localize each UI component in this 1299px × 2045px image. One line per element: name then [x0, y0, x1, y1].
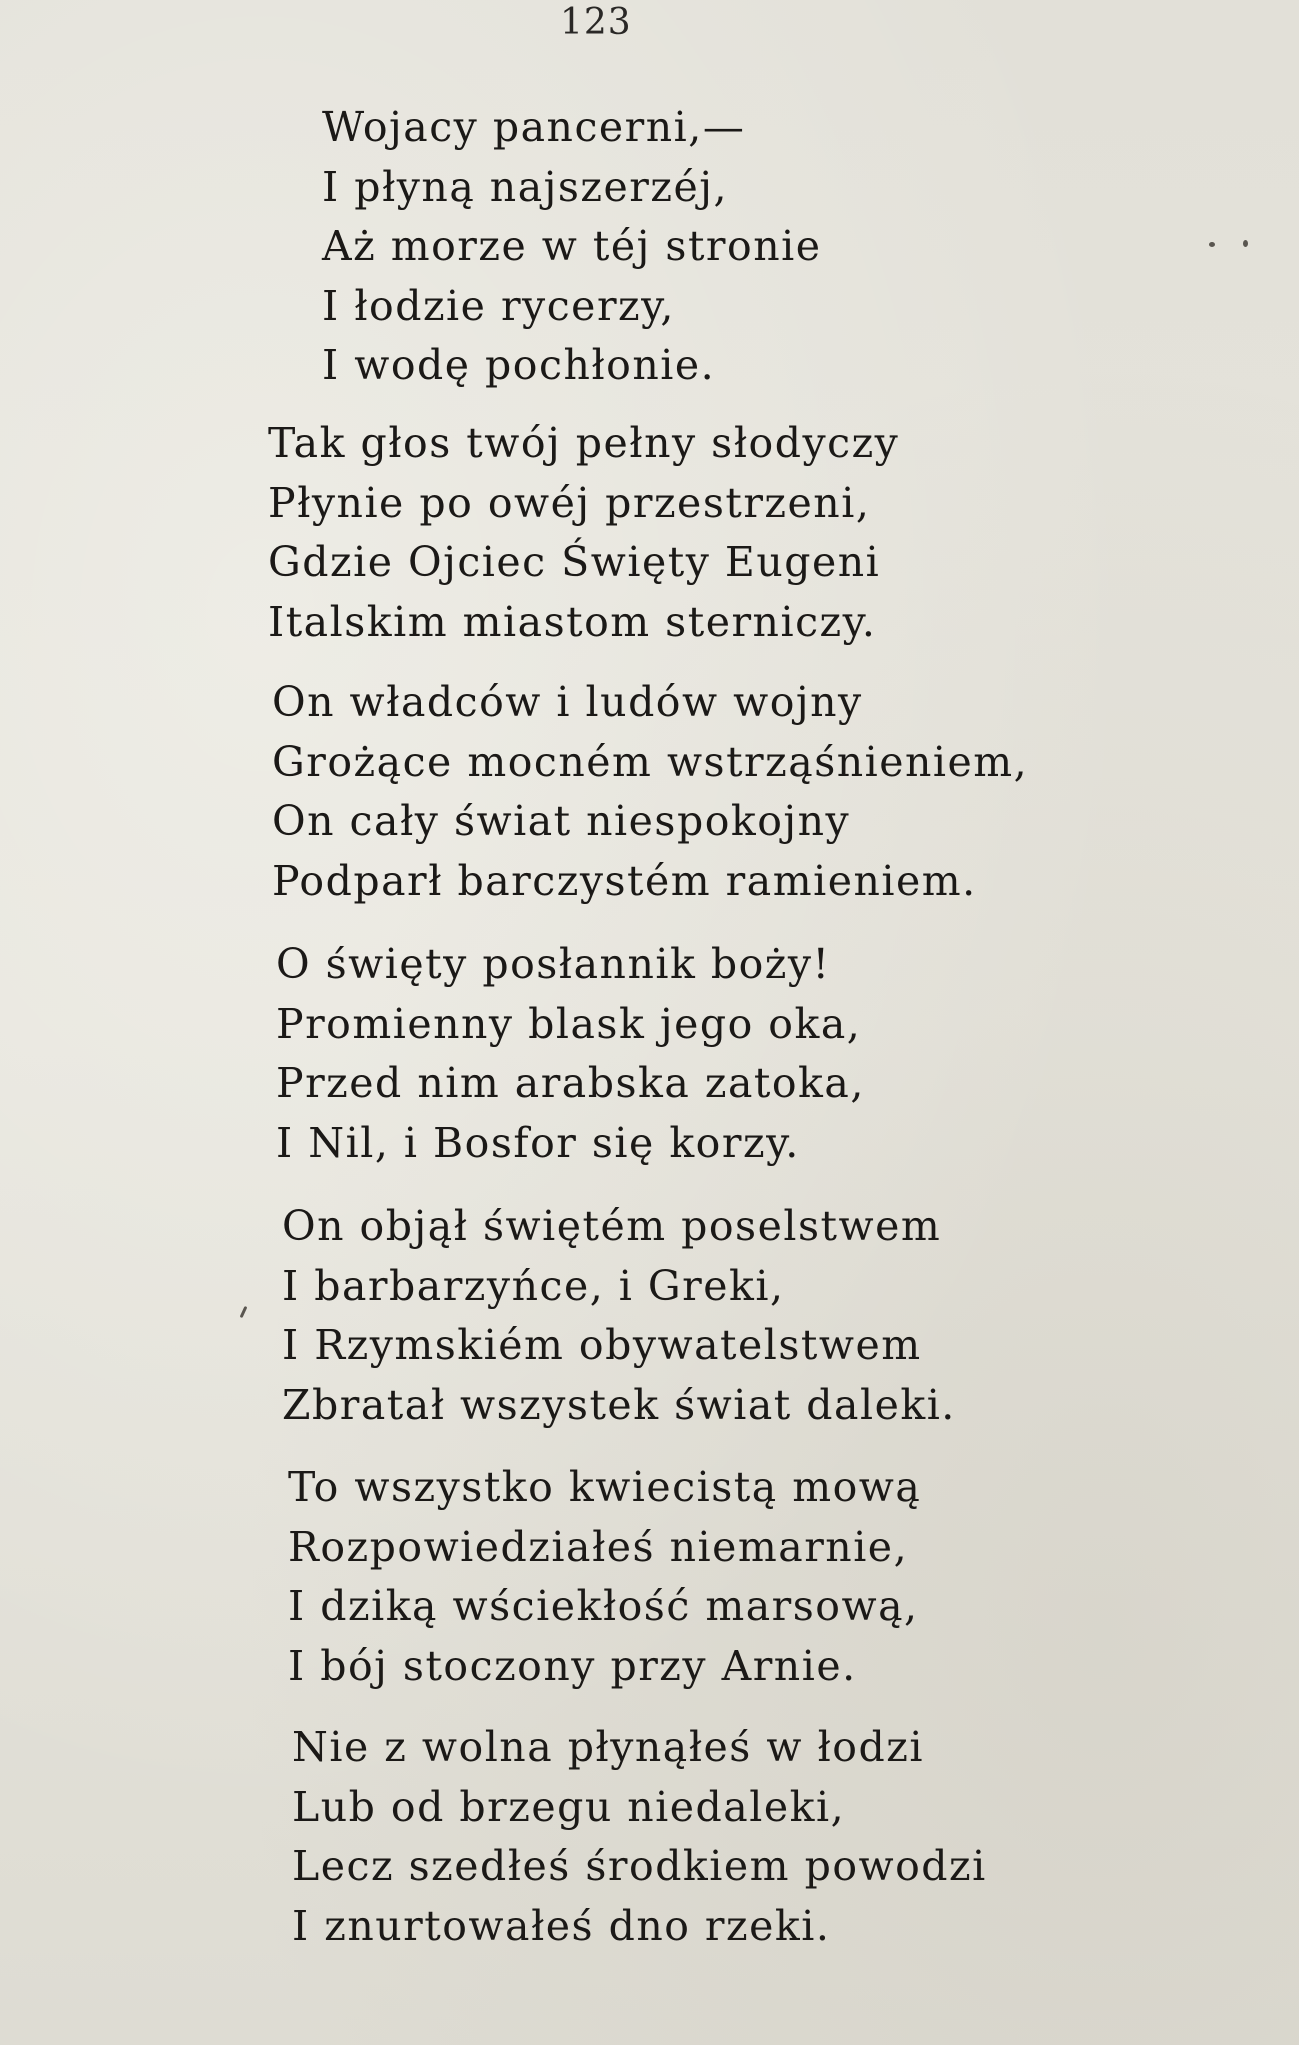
verse-line: Wojacy pancerni,— — [322, 103, 746, 151]
verse-line: I łodzie rycerzy, — [322, 281, 675, 330]
verse-line: Grożące mocném wstrząśnieniem, — [272, 737, 1029, 786]
verse-line: Aż morze w téj stronie — [322, 222, 822, 270]
verse-line: On objął świętém poselstwem — [282, 1202, 942, 1250]
verse-line: Rozpowiedziałeś niemarnie, — [288, 1522, 909, 1571]
verse-line: Lecz szedłeś środkiem powodzi — [292, 1842, 987, 1890]
paper-speck — [240, 1306, 248, 1318]
verse-line: Gdzie Ojciec Święty Eugeni — [268, 538, 881, 586]
verse-line: Przed nim arabska zatoka, — [276, 1059, 865, 1107]
stanza-7 — [292, 1718, 987, 1956]
verse-line: I płyną najszerzéj, — [322, 162, 728, 211]
stanza-1 — [322, 98, 822, 396]
verse-line: Italskim miastom sterniczy. — [268, 597, 877, 646]
verse-line: On władców i ludów wojny — [272, 678, 863, 726]
stanza-3 — [272, 673, 1028, 911]
stanza-6 — [288, 1458, 921, 1696]
verse-line: O święty posłannik boży! — [276, 940, 831, 988]
stanza-2 — [268, 414, 899, 652]
page-number: 123 — [560, 2, 632, 43]
verse-line: Zbratał wszystek świat daleki. — [282, 1380, 956, 1429]
verse-line: I barbarzyńce, i Greki, — [282, 1261, 785, 1310]
verse-line: Lub od brzegu niedaleki, — [292, 1782, 846, 1831]
verse-line: I Rzymskiém obywatelstwem — [282, 1321, 922, 1369]
verse-line: To wszystko kwiecistą mową — [288, 1463, 922, 1511]
verse-line: Płynie po owéj przestrzeni, — [268, 478, 871, 527]
verse-line: I Nil, i Bosfor się korzy. — [276, 1118, 800, 1167]
verse-line: I bój stoczony przy Arnie. — [288, 1641, 857, 1690]
verse-line: Nie z wolna płynąłeś w łodzi — [292, 1723, 924, 1771]
verse-line: I wodę pochłonie. — [322, 341, 716, 389]
verse-line: Podparł barczystém ramieniem. — [272, 856, 977, 905]
verse-line: Promienny blask jego oka, — [276, 999, 862, 1048]
verse-line: Tak głos twój pełny słodyczy — [268, 419, 900, 467]
verse-line: I dziką wściekłość marsową, — [288, 1582, 919, 1630]
stanza-5 — [282, 1197, 956, 1435]
stanza-4 — [276, 935, 865, 1173]
verse-line: On cały świat niespokojny — [272, 797, 851, 845]
paper-speck — [1243, 240, 1248, 247]
paper-speck — [1209, 242, 1215, 247]
verse-line: I znurtowałeś dno rzeki. — [292, 1901, 831, 1950]
